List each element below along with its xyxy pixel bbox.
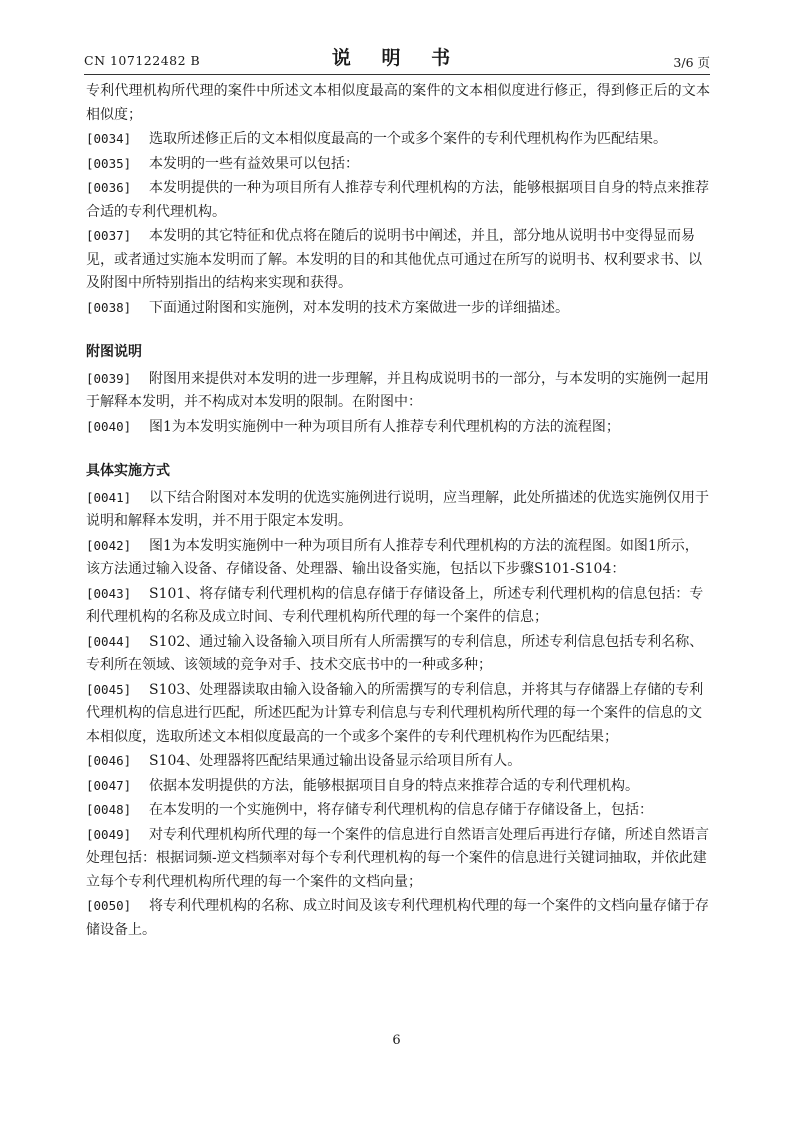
paragraph-text: S103、处理器读取由输入设备输入的所需撰写的专利信息，并将其与存储器上存储的专利代理机构的信息进行匹配，所述匹配为计算专利信息与专利代理机构所代理的每一个案件的信息的文本相似度，选取所述文本相似度最高的一个或多个案件的专利代理机构作为匹配结果； (86, 681, 704, 745)
paragraph-number: [0046] (86, 753, 132, 768)
paragraph-text: 在本发明的一个实施例中，将存储专利代理机构的信息存储于存储设备上，包括： (149, 802, 653, 818)
paragraph-text: S104、处理器将匹配结果通过输出设备显示给项目所有人。 (149, 753, 522, 769)
paragraph-number: [0049] (86, 826, 132, 842)
paragraph (86, 415, 710, 440)
page-number: 6 (392, 1033, 401, 1048)
paragraph-number: [0038] (86, 299, 132, 315)
figures-paragraphs (86, 367, 710, 440)
paragraph (86, 823, 710, 895)
paragraph-text: 专利代理机构所代理的案件中所述文本相似度最高的案件的文本相似度进行修正，得到修正后的文本相似度； (86, 83, 710, 123)
paragraph (86, 224, 710, 296)
paragraph (86, 749, 710, 774)
paragraph-number: [0042] (86, 537, 132, 553)
paragraph (86, 678, 710, 750)
paragraph (86, 534, 710, 582)
paragraph-text: 将专利代理机构的名称、成立时间及该专利代理机构代理的每一个案件的文档向量存储于存储设备上。 (86, 898, 709, 938)
embodiment-paragraphs (86, 486, 710, 943)
page-header (84, 40, 710, 75)
paragraph-number: [0047] (86, 777, 132, 793)
paragraph-number: [0035] (86, 155, 132, 171)
paragraph-number: [0040] (86, 418, 132, 434)
paragraph-text: S101、将存储专利代理机构的信息存储于存储设备上，所述专利代理机构的信息包括：专利代理机构的名称及成立时间、专利代理机构所代理的每一个案件的信息； (86, 585, 704, 625)
paragraph-text: 图1为本发明实施例中一种为项目所有人推荐专利代理机构的方法的流程图。如图1所示，该方法通过输入设备、存储设备、处理器、输出设备实施，包括以下步骤S101-S104： (86, 537, 699, 577)
paragraph-text: 本发明的其它特征和优点将在随后的说明书中阐述，并且，部分地从说明书中变得显而易见，或者通过实施本发明而了解。本发明的目的和其他优点可通过在所写的说明书、权利要求书、以及附图中所特别指出的结构来实现和获得。 (86, 228, 702, 291)
paragraph-text: 以下结合附图对本发明的优选实施例进行说明，应当理解，此处所描述的优选实施例仅用于说明和解释本发明，并不用于限定本发明。 (86, 489, 709, 529)
paragraph (86, 630, 710, 678)
paragraph-text: S102、通过输入设备输入项目所有人所需撰写的专利信息，所述专利信息包括专利名称、专利所在领域、该领域的竞争对手、技术交底书中的一种或多种； (86, 633, 704, 673)
paragraph-number: [0034] (86, 131, 132, 146)
paragraph-text: 依据本发明提供的方法，能够根据项目自身的特点来推荐合适的专利代理机构。 (149, 777, 639, 794)
paragraph (86, 582, 710, 630)
paragraph-text: 本发明提供的一种为项目所有人推荐专利代理机构的方法，能够根据项目自身的特点来推荐合适的专利代理机构。 (86, 180, 709, 220)
paragraph-number: [0037] (86, 228, 132, 243)
document-body (86, 80, 710, 942)
paragraph (86, 152, 710, 177)
paragraph-text: 选取所述修正后的文本相似度最高的一个或多个案件的专利代理机构作为匹配结果。 (149, 131, 667, 147)
document-title: 说 明 书 (331, 47, 463, 69)
intro-paragraphs (86, 80, 710, 320)
paragraph-number: [0048] (86, 802, 132, 817)
paragraph-text: 下面通过附图和实施例，对本发明的技术方案做进一步的详细描述。 (149, 299, 569, 316)
paragraph-number: [0050] (86, 898, 132, 913)
paragraph (86, 127, 710, 152)
page-indicator: 3/6 页 (673, 55, 710, 70)
patent-number: CN 107122482 B (84, 53, 201, 68)
paragraph-number: [0043] (86, 585, 132, 601)
paragraph (86, 486, 710, 534)
paragraph (86, 894, 710, 942)
paragraph (86, 80, 710, 127)
paragraph-number: [0036] (86, 180, 132, 195)
paragraph (86, 367, 710, 415)
section-heading-embodiments: 具体实施方式 (86, 463, 170, 479)
paragraph (86, 798, 710, 823)
paragraph-number: [0039] (86, 370, 132, 386)
section-heading-figures: 附图说明 (86, 344, 142, 360)
paragraph-text: 附图用来提供对本发明的进一步理解，并且构成说明书的一部分，与本发明的实施例一起用于解释本发明，并不构成对本发明的限制。在附图中： (86, 370, 709, 410)
paragraph-text: 本发明的一些有益效果可以包括： (149, 155, 359, 172)
paragraph (86, 176, 710, 224)
paragraph-text: 图1为本发明实施例中一种为项目所有人推荐专利代理机构的方法的流程图； (149, 418, 620, 435)
paragraph-text: 对专利代理机构所代理的每一个案件的信息进行自然语言处理后再进行存储，所述自然语言处理包括：根据词频-逆文档频率对每个专利代理机构的每一个案件的信息进行关键词抽取，并依此建立每个专利代理机构所代理的每一个案件的文档向量； (86, 826, 709, 890)
paragraph (86, 774, 710, 799)
paragraph-number: [0041] (86, 489, 132, 505)
paragraph-number: [0044] (86, 633, 132, 649)
paragraph (86, 296, 710, 321)
paragraph-number: [0045] (86, 681, 132, 697)
